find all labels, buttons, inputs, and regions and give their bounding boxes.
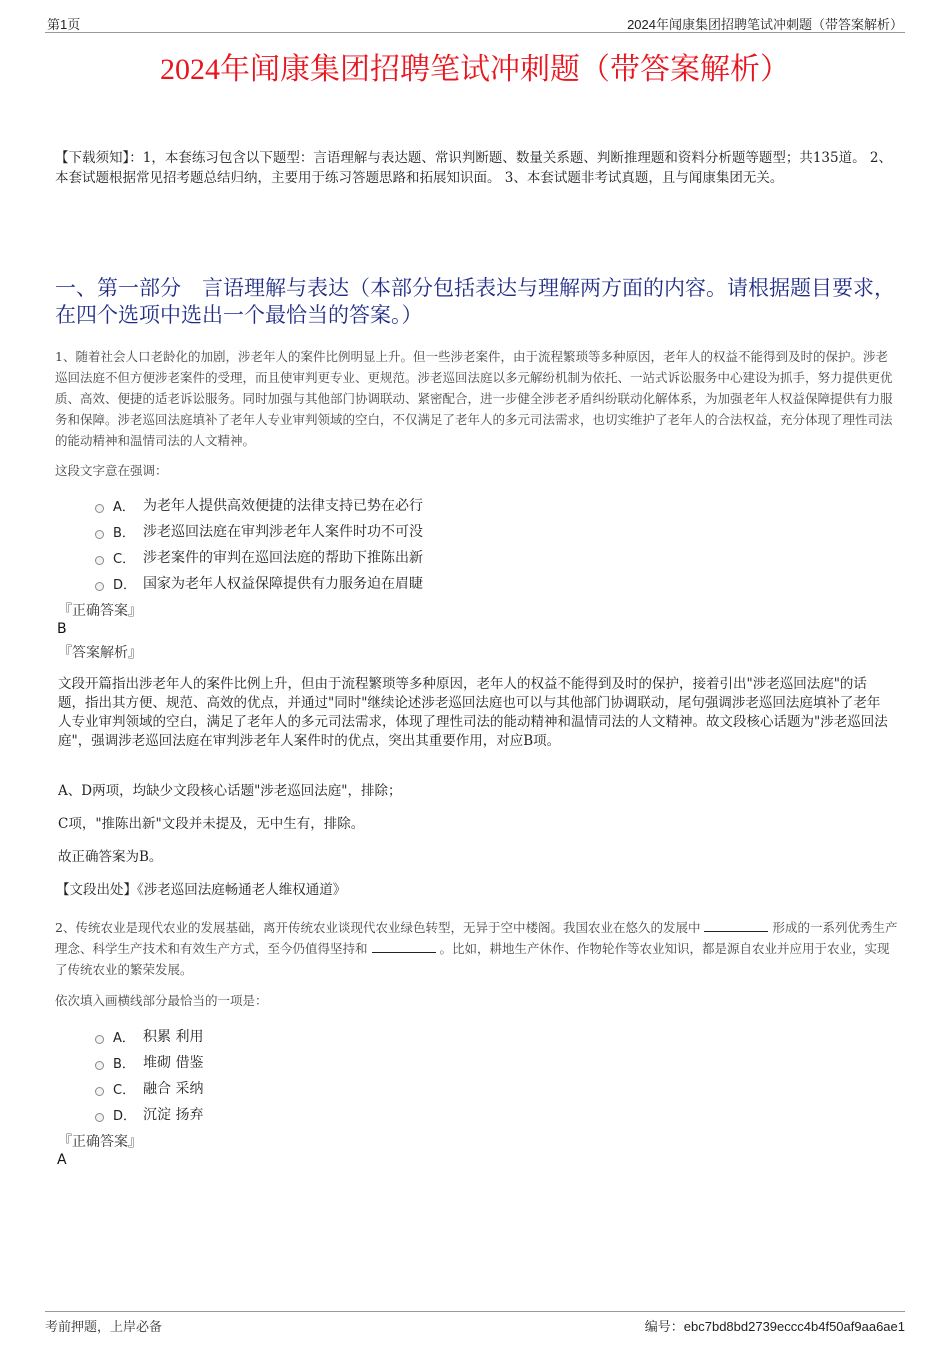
download-notice: 【下载须知】：1，本套练习包含以下题型：言语理解与表达题、常识判断题、数量关系题、判断推理题和资料分析题等题型；共135道。 2、本套试题根据常见招考题总结归纳，主要用于练习答题思路和拓展知识面。 3、本套试题非考试真题，且与闻康集团无关。 <box>55 150 892 186</box>
fill-blank-1 <box>704 919 768 932</box>
option-d[interactable] <box>95 1101 203 1127</box>
option-text: 为老年人提供高效便捷的法律支持已势在必行 <box>143 498 423 514</box>
question-2-prompt: 依次填入画横线部分最恰当的一项是： <box>55 993 268 1008</box>
option-text: 沉淀 扬弃 <box>143 1107 204 1123</box>
question-1-options <box>95 492 423 596</box>
option-letter: B． <box>113 1056 135 1072</box>
option-text: 国家为老年人权益保障提供有力服务迫在眉睫 <box>143 576 423 592</box>
analysis-paragraph-3: C项，"推陈出新"文段并未提及，无中生有，排除。 <box>58 816 365 832</box>
fill-blank-2 <box>372 940 436 953</box>
header-doc-title: 2024年闻康集团招聘笔试冲刺题（带答案解析） <box>627 17 903 32</box>
page-footer <box>45 1311 905 1332</box>
option-c[interactable] <box>95 544 423 570</box>
correct-answer: A <box>57 1152 67 1168</box>
stem-part-1: 2、传统农业是现代农业的发展基础，离开传统农业谈现代农业绿色转型，无异于空中楼阁。我国农业在悠久的发展中 <box>55 920 701 935</box>
option-letter: A． <box>113 1030 135 1046</box>
option-letter: B． <box>113 525 135 541</box>
footer-slogan: 考前押题，上岸必备 <box>45 1319 163 1334</box>
option-letter: D． <box>113 1108 137 1124</box>
correct-answer: B <box>57 621 67 637</box>
radio-button[interactable] <box>95 530 104 539</box>
passage-source: 【文段出处】《涉老巡回法庭畅通老人维权通道》 <box>56 882 347 898</box>
analysis-paragraph-1: 文段开篇指出涉老年人的案件比例上升，但由于流程繁琐等多种原因，老年人的权益不能得到及时的保护，接着引出"涉老巡回法庭"的话题，指出其方便、规范、高效的优点，并通过"同时"继续论述涉老巡回法庭也可以与其他部门协调联动，尾句强调涉老巡回法庭填补了老年人专业审判领域的空白，满足了老年人的多元司法需求，体现了理性司法的能动精神和温情司法的人文精神。故文段核心话题为"涉老巡回法庭"，强调涉老巡回法庭在审判涉老年人案件时的优点，突出其重要作用，对应B项。 <box>58 676 888 749</box>
option-text: 堆砌 借鉴 <box>143 1055 204 1071</box>
option-a[interactable] <box>95 1023 203 1049</box>
option-text: 积累 利用 <box>143 1029 204 1045</box>
radio-button[interactable] <box>95 582 104 591</box>
answer-analysis-label: 『答案解析』 <box>58 645 142 661</box>
option-b[interactable] <box>95 518 423 544</box>
analysis-paragraph-4: 故正确答案为B。 <box>58 849 163 865</box>
radio-button[interactable] <box>95 1061 104 1070</box>
option-c[interactable] <box>95 1075 203 1101</box>
option-letter: D． <box>113 577 137 593</box>
correct-answer-label: 『正确答案』 <box>58 1134 142 1150</box>
option-letter: C． <box>113 1082 136 1098</box>
stem-part-3: 。比如，耕地生产休作、作物轮作等农业知识，都是源自农业并应用于农业，实现了传统农业的繁荣发展。 <box>55 941 890 977</box>
footer-serial: 编号：ebc7bd8bd2739eccc4b4f50af9aa6ae1 <box>644 1319 905 1334</box>
question-2-stem <box>55 917 900 980</box>
analysis-paragraph-2: A、D两项，均缺少文段核心话题"涉老巡回法庭"，排除； <box>58 783 402 799</box>
option-text: 涉老案件的审判在巡回法庭的帮助下推陈出新 <box>143 550 423 566</box>
radio-button[interactable] <box>95 1113 104 1122</box>
radio-button[interactable] <box>95 1087 104 1096</box>
page-header <box>45 12 905 33</box>
stem-part-2: 形成的一系列优秀生产理念、科学生产技术和有效生产方式，至今仍值得坚持和 <box>55 920 898 956</box>
radio-button[interactable] <box>95 1035 104 1044</box>
option-letter: A． <box>113 499 135 515</box>
question-2-options <box>95 1023 203 1127</box>
correct-answer-label: 『正确答案』 <box>58 603 142 619</box>
document-title: 2024年闻康集团招聘笔试冲刺题（带答案解析） <box>160 53 790 86</box>
section-heading: 一、第一部分 言语理解与表达（本部分包括表达与理解两方面的内容。请根据题目要求，在四个选项中选出一个最恰当的答案。） <box>55 276 895 327</box>
question-1-prompt: 这段文字意在强调： <box>55 463 168 478</box>
option-d[interactable] <box>95 570 423 596</box>
option-a[interactable] <box>95 492 423 518</box>
option-text: 涉老巡回法庭在审判涉老年人案件时功不可没 <box>143 524 423 540</box>
page-number: 第1页 <box>47 17 81 32</box>
radio-button[interactable] <box>95 556 104 565</box>
radio-button[interactable] <box>95 504 104 513</box>
option-text: 融合 采纳 <box>143 1081 204 1097</box>
option-b[interactable] <box>95 1049 203 1075</box>
option-letter: C． <box>113 551 136 567</box>
question-1-stem: 1、随着社会人口老龄化的加剧，涉老年人的案件比例明显上升。但一些涉老案件，由于流程繁琐等多种原因，老年人的权益不能得到及时的保护。涉老巡回法庭不但方便涉老案件的受理，而且使审判更专业、更规范。涉老巡回法庭以多元解纷机制为依托、一站式诉讼服务中心建设为抓手，努力提供更优质、高效、便捷的适老诉讼服务。同时加强与其他部门协调联动、紧密配合，进一步健全涉老矛盾纠纷联动化解体系，为加强老年人权益保障提供有力服务和保障。涉老巡回法庭填补了老年人专业审判领域的空白，不仅满足了老年人的多元司法需求，也切实维护了老年人的合法权益，充分体现了理性司法的能动精神和温情司法的人文精神。 <box>55 349 893 448</box>
